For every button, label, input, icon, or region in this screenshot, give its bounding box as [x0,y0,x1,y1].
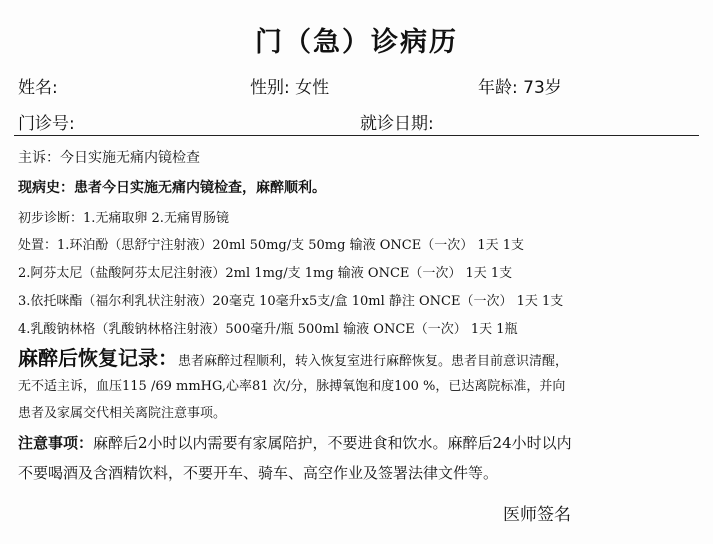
present-history: 现病史：患者今日实施无痛内镜检查，麻醉顺利。 [18,180,326,196]
age-label: 年龄: [478,78,518,98]
header-divider [14,135,699,136]
recovery-text: 无不适主诉，血压115 /69 mmHG,心率81 次/分，脉搏氧饱和度100 %，已达离院标准，并向 [18,379,566,394]
precautions-heading: 注意事项： [18,434,94,452]
gender-field [250,73,329,98]
precautions [18,432,572,453]
gender-label: 性别: [250,78,290,98]
recovery-heading: 麻醉后恢复记录： [18,346,178,370]
page-title: 门（急）诊病历 [255,27,458,58]
precautions-text: 不要喝酒及含酒精饮料，不要开车、骑车、高空作业及签署法律文件等。 [18,464,499,482]
preliminary-diagnosis: 初步诊断：1.无痛取卵 2.无痛胃肠镜 [18,211,229,226]
treatment-line: 3.依托咪酯（福尔利乳状注射液）20毫克 10毫升x5支/盒 10ml 静注 ONCE（一次） 1天 1支 [18,294,564,309]
age-field [478,73,562,98]
doctor-signature-label: 医师签名 [503,505,571,525]
recovery-record [18,342,568,371]
clinic-number-label: 门诊号: [18,114,75,134]
recovery-text: 患者及家属交代相关离院注意事项。 [18,406,227,421]
age-value: 73岁 [523,78,562,98]
treatment-line: 2.阿芬太尼（盐酸阿芬太尼注射液）2ml 1mg/支 1mg 输液 ONCE（一次） 1天 1支 [18,266,513,281]
treatment-line: 4.乳酸钠林格（乳酸钠林格注射液）500毫升/瓶 500ml 输液 ONCE（一次） 1天 1瓶 [18,322,518,337]
precautions-text: 麻醉后2小时以内需要有家属陪护，不要进食和饮水。麻醉后24小时以内 [93,434,572,452]
visit-date-label: 就诊日期: [360,114,434,134]
chief-complaint: 主诉：今日实施无痛内镜检查 [18,150,200,166]
name-label: 姓名: [18,78,58,98]
gender-value: 女性 [295,78,330,98]
recovery-text: 患者麻醉过程顺利，转入恢复室进行麻醉恢复。患者目前意识清醒， [178,354,569,369]
treatment-line: 处置：1.环泊酚（思舒宁注射液）20ml 50mg/支 50mg 输液 ONCE（一次） 1天 1支 [18,238,524,253]
